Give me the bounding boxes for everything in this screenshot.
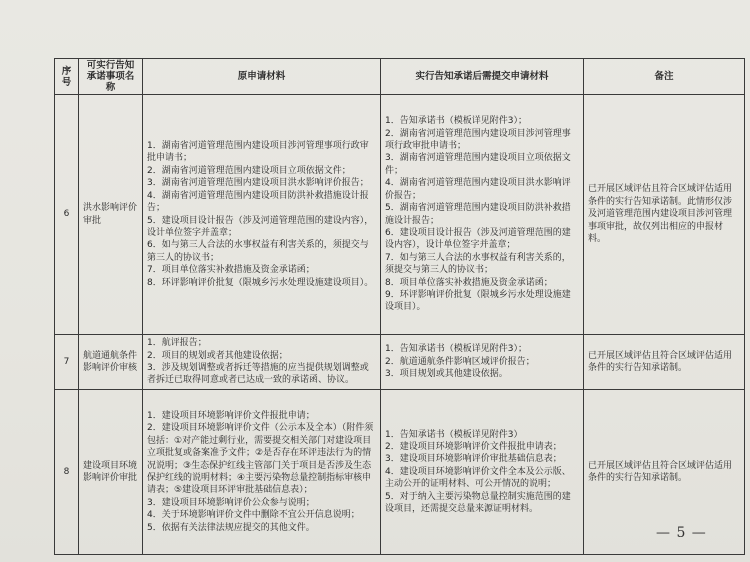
list-item: 4．湖南省河道管理范围内建设项目洪水影响评价报告； <box>385 178 571 201</box>
list-item: 3．湖南省河道管理范围内建设项目立项依据文件； <box>385 153 571 176</box>
row-number: 7 <box>55 335 79 390</box>
note: 已开展区域评估且符合区域评估适用条件的实行告知承诺制。 <box>584 390 745 555</box>
list-item: 3．湖南省河道管理范围内建设项目洪水影响评价报告； <box>147 178 369 189</box>
list-item: 2．湖南省河道管理范围内建设项目立项依据文件； <box>147 165 351 176</box>
table-row <box>55 390 745 555</box>
item-name: 航道通航条件影响评价审核 <box>79 335 143 390</box>
list-item: 3．涉及规划调整或者拆迁等措施的应当提供规划调整或者拆迁已取得同意或者已达成一致的承诺函、协议。 <box>147 363 369 386</box>
list-item: 5．建设项目设计报告（涉及河道管理范围的建设内容），设计单位签字并盖章； <box>147 215 374 238</box>
original-materials <box>143 95 381 335</box>
list-item: 3．项目规划或其他建设依据。 <box>385 369 508 380</box>
table-row <box>55 335 745 390</box>
list-item: 4．湖南省河道管理范围内建设项目防洪补救措施设计报告； <box>147 190 369 214</box>
original-materials <box>143 335 381 390</box>
list-item: 5．湖南省河道管理范围内建设项目防洪补救措施设计报告； <box>385 203 571 226</box>
after-materials <box>381 95 584 335</box>
page-number: — 5 — <box>656 525 707 541</box>
list-item: 7．项目单位落实补救措施及资金承诺函； <box>147 265 315 276</box>
list-item: 1．告知承诺书（模板详见附件3）； <box>385 116 527 127</box>
list-item: 5．对于纳入主要污染物总量控制实施范围的建设项目，还需提交总量来源证明材料。 <box>385 491 571 515</box>
header-no: 序号 <box>55 59 79 95</box>
list-item: 1．航评报告； <box>147 338 207 349</box>
header-note: 备注 <box>584 59 745 95</box>
list-item: 6．建设项目设计报告（涉及河道管理范围的建设内容），设计单位签字并盖章； <box>385 227 571 251</box>
list-item: 9．环评影响评价批复（限城乡污水处理设施建设项目）。 <box>385 289 571 313</box>
list-item: 5．依据有关法律法规应提交的其他文件。 <box>147 522 315 533</box>
list-item: 4．关于环境影响评价文件中删除不宜公开信息说明； <box>147 510 360 521</box>
list-item: 1．告知承诺书（模板详见附件3）； <box>385 344 527 355</box>
list-item: 1．湖南省河道管理范围内建设项目涉河管理事项行政审批申请书； <box>147 141 369 164</box>
list-item: 3．建设项目环境影响评价公众参与说明； <box>147 497 315 508</box>
list-item: 8．项目单位落实补救措施及资金承诺函； <box>385 277 553 288</box>
table-header-row <box>55 59 745 95</box>
list-item: 2．项目的规划或者其他建设依据； <box>147 350 288 361</box>
list-item: 2．湖南省河道管理范围内建设项目涉河管理事项行政审批申请书； <box>385 128 571 152</box>
list-item: 2．建设项目环境影响评价文件（公示本及全本）（附件须包括：①对产能过剩行业，需要提交相关部门对建设项目立项批复或备案准予文件；②是否存在环评违法行为的情况说明；③生态保护红线主管部门关于项目是否涉及生态保护红线的说明材料；④主要污染物总量控制指标审核申请表；⑤建设项目环评审批基础信息表）； <box>147 423 374 496</box>
list-item: 2．建设项目环境影响评价文件报批申请表； <box>385 441 562 452</box>
note: 已开展区域评估且符合区域评估适用条件的实行告知承诺制。 <box>584 335 745 390</box>
list-item: 2．航道通航条件影响区域评价报告； <box>385 356 535 367</box>
list-item: 3．建设项目环境影响评价审批基础信息表； <box>385 454 562 465</box>
after-materials <box>381 335 584 390</box>
original-materials <box>143 390 381 555</box>
list-item: 1．告知承诺书（模板详见附件3） <box>385 429 523 440</box>
header-original-materials: 原申请材料 <box>143 59 381 95</box>
item-name: 建设项目环境影响评价审批 <box>79 390 143 555</box>
header-item-name: 可实行告知承诺事项名称 <box>79 59 143 95</box>
list-item: 6．如与第三人合法的水事权益有利害关系的，须提交与第三人的协议书； <box>147 240 369 263</box>
row-number: 6 <box>55 95 79 335</box>
item-name: 洪水影响评价审批 <box>79 95 143 335</box>
list-item: 8．环评影响评价批复（限城乡污水处理设施建设项目）。 <box>147 277 374 288</box>
header-after-materials: 实行告知承诺后需提交申请材料 <box>381 59 584 95</box>
list-item: 4．建设项目环境影响评价文件全本及公示版、主动公开的证明材料、可公开情况的说明； <box>385 466 571 490</box>
list-item: 1．建设项目环境影响评价文件报批申请； <box>147 410 315 421</box>
approval-materials-table <box>54 58 745 555</box>
list-item: 7．如与第三人合法的水事权益有利害关系的，须提交与第三人的协议书； <box>385 252 571 276</box>
row-number: 8 <box>55 390 79 555</box>
note: 已开展区域评估且符合区域评估适用条件的实行告知承诺制。此情形仅涉及河道管理范围内建设项目涉河管理事项审批，故仅列出相应的申报材料。 <box>584 95 745 335</box>
after-materials <box>381 390 584 555</box>
table-row <box>55 95 745 335</box>
